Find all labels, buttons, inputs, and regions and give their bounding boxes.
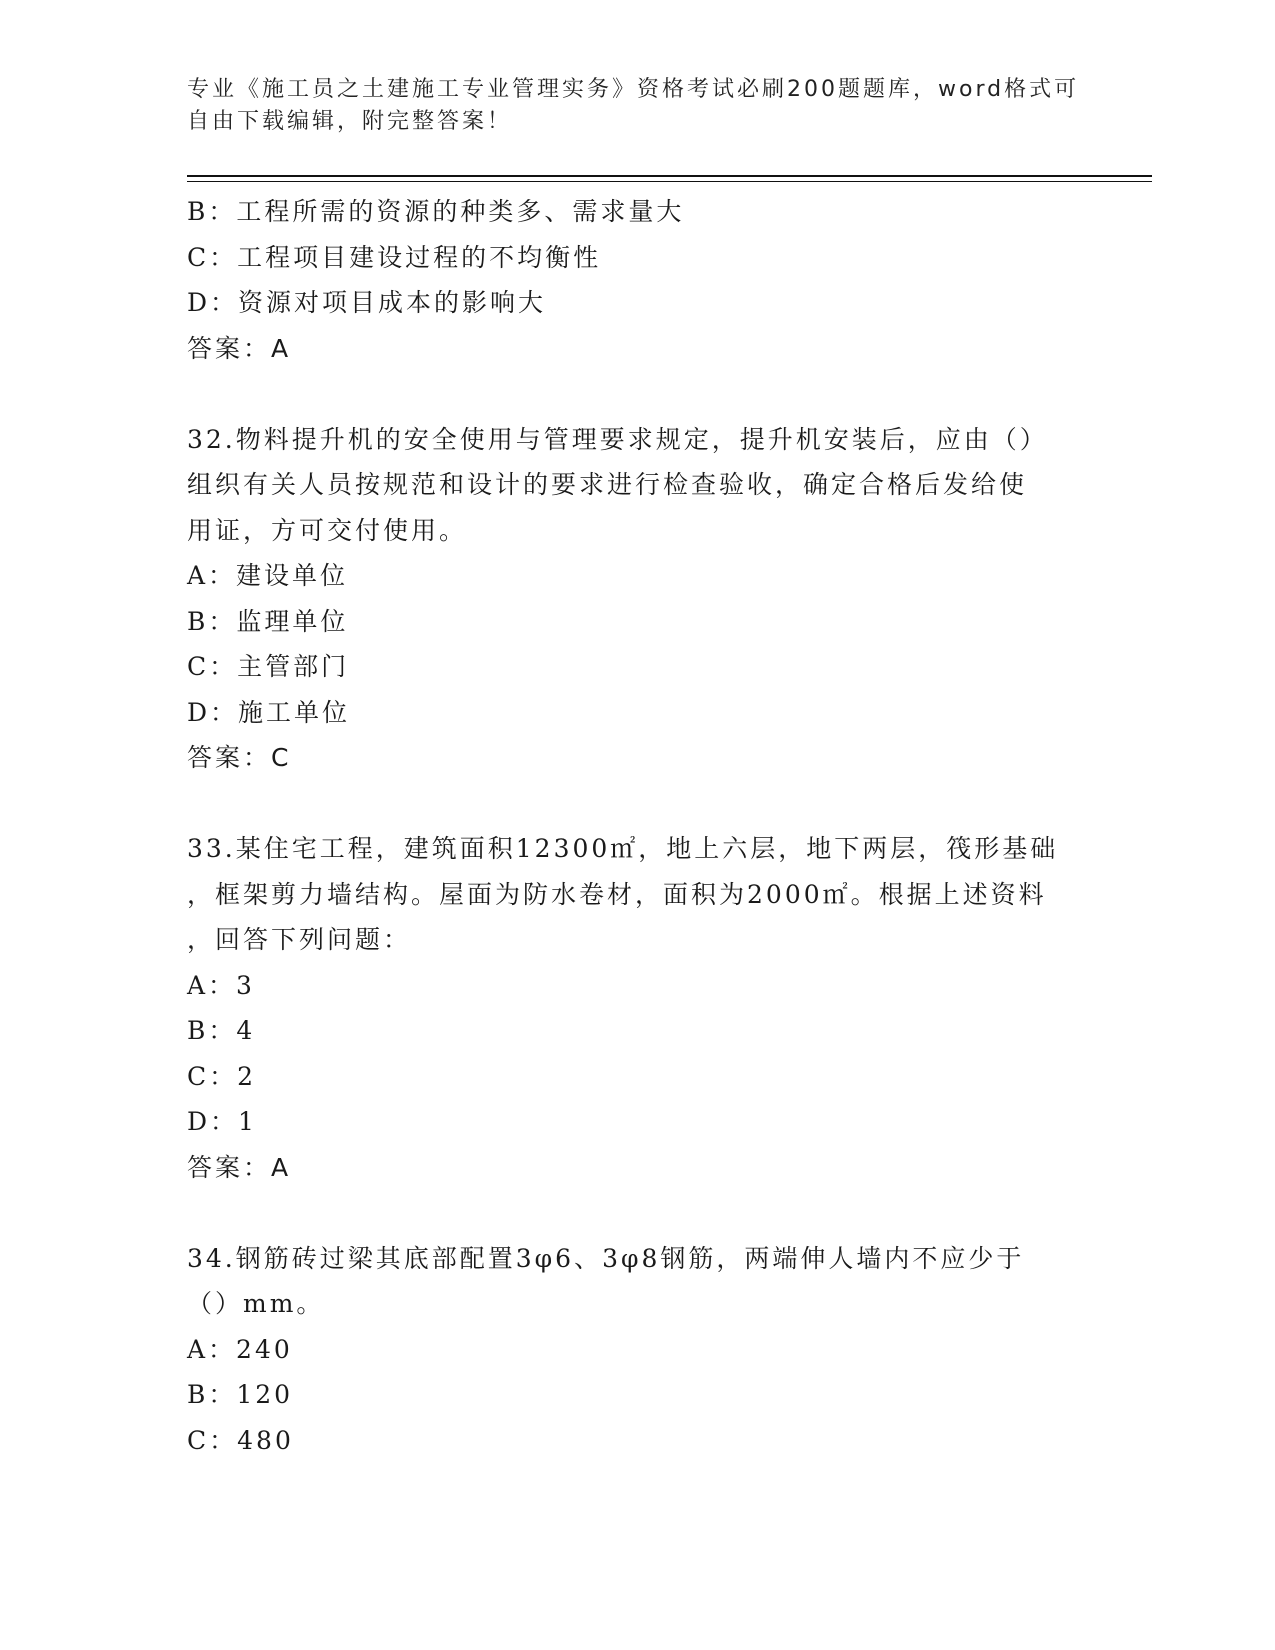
answer: 答案：A	[187, 1152, 292, 1182]
option-b: B：监理单位	[187, 606, 349, 636]
header-divider-thick	[187, 175, 1152, 177]
option-d: D：1	[187, 1107, 257, 1136]
header-divider-thin	[187, 181, 1152, 182]
option-b: B：120	[187, 1380, 294, 1409]
question-text-line: 用证，方可交付使用。	[187, 515, 468, 545]
header-title-line-1: 专业《施工员之土建施工专业管理实务》资格考试必刷200题题库，word格式可	[187, 77, 1080, 102]
question-text-line: ，框架剪力墙结构。屋面为防水卷材，面积为2000㎡。根据上述资料	[187, 879, 1047, 909]
option-d: D：施工单位	[187, 697, 351, 727]
option-a: A：240	[187, 1334, 293, 1364]
option-c: C：2	[187, 1061, 257, 1091]
answer: 答案：A	[187, 333, 292, 363]
spacer	[187, 781, 1087, 827]
option-d: D：资源对项目成本的影响大	[187, 288, 547, 317]
question-text-line: 32.物料提升机的安全使用与管理要求规定，提升机安装后，应由（）	[187, 424, 1048, 454]
question-list	[187, 189, 1087, 1463]
option-c: C：工程项目建设过程的不均衡性	[187, 242, 602, 272]
option-c: C：480	[187, 1425, 294, 1455]
question-text-line: （）mm。	[187, 1289, 325, 1318]
question-text-line: 33.某住宅工程，建筑面积12300㎡，地上六层，地下两层，筏形基础	[187, 834, 1059, 863]
answer: 答案：C	[187, 743, 292, 772]
option-c: C：主管部门	[187, 652, 350, 681]
spacer	[187, 371, 1087, 417]
spacer	[187, 1190, 1087, 1236]
question-31-continued	[187, 189, 1087, 371]
document-header	[187, 74, 1080, 138]
option-b: B：4	[187, 1016, 256, 1045]
question-text-line: 34.钢筋砖过梁其底部配置3φ6、3φ8钢筋，两端伸人墙内不应少于	[187, 1243, 1025, 1273]
question-33	[187, 826, 1087, 1190]
option-a: A：建设单位	[187, 561, 349, 590]
question-text-line: 组织有关人员按规范和设计的要求进行检查验收，确定合格后发给使	[187, 470, 1028, 499]
header-title-line-2: 自由下载编辑，附完整答案！	[187, 109, 513, 134]
question-text-line: ，回答下列问题：	[187, 925, 412, 954]
question-34	[187, 1236, 1087, 1464]
option-b: B：工程所需的资源的种类多、需求量大	[187, 197, 685, 226]
question-32	[187, 417, 1087, 781]
option-a: A：3	[187, 970, 255, 1000]
